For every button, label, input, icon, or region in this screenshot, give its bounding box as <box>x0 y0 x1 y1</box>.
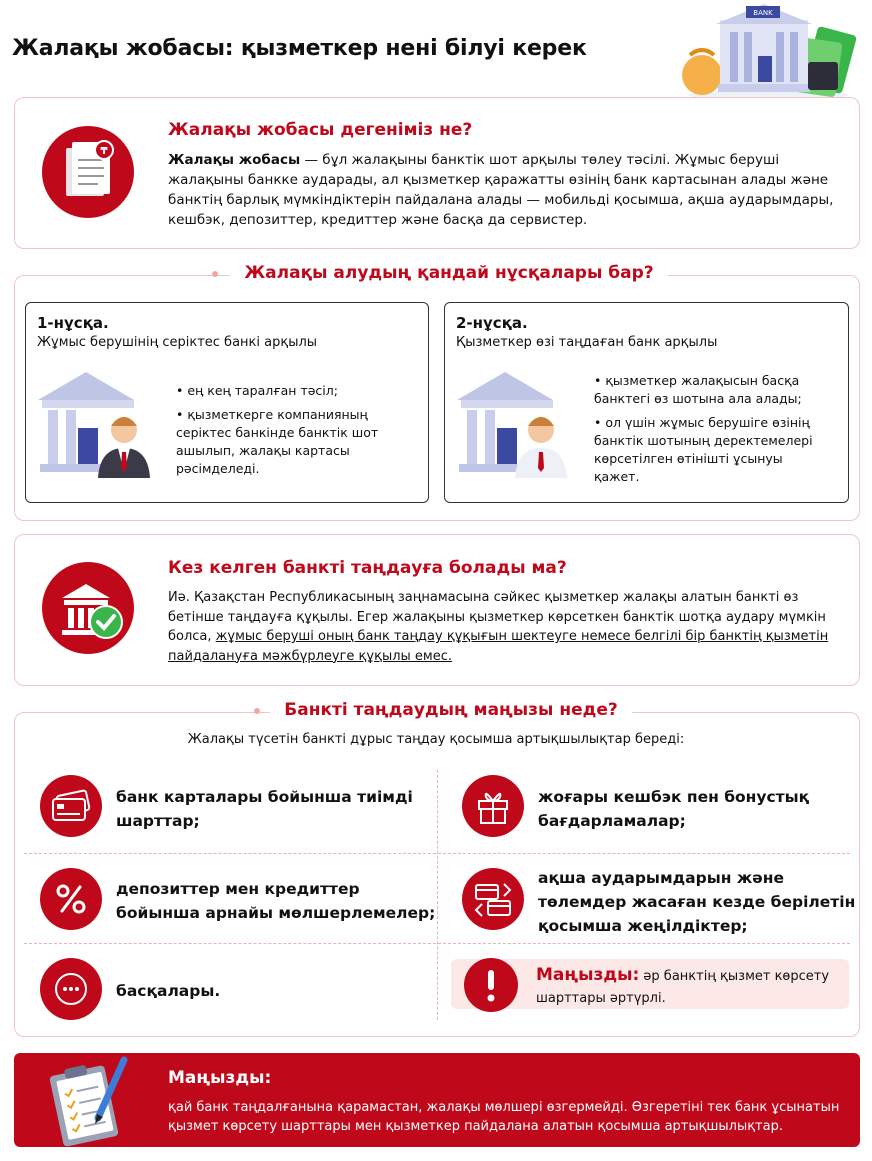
section3-text <box>168 588 852 666</box>
benefit-2: жоғары кешбэк пен бонустық бағдарламалар; <box>538 788 810 830</box>
section3-underlined: жұмыс беруші оның банк таңдау құқығын шектеуге немесе белгілі бір банктің қызметін пайдалануға мәжбүрлеуге құқылы емес. <box>168 629 829 664</box>
divider <box>437 770 438 1020</box>
bank-check-icon-circle <box>42 562 134 654</box>
document-icon <box>42 126 134 218</box>
decor-dot <box>254 708 260 714</box>
decor-dot <box>212 271 218 277</box>
gift-icon <box>462 775 524 837</box>
section1-text <box>168 150 848 230</box>
svg-text:₸: ₸ <box>100 146 108 157</box>
divider <box>24 853 850 854</box>
option1-title: 1-нұсқа. <box>37 314 109 332</box>
footer-text: қай банк таңдалғанына қарамастан, жалақы мөлшері өзгермейді. Өзгеретіні тек банк ұсынатын қызмет көрсету шарттары мен қызметкер пайдалана алатын қосымша артықшылықтар. <box>168 1100 840 1134</box>
section1-definition: — бұл жалақыны банктік шот арқылы төлеу тәсілі. Жұмыс беруші жалақыны банкке аударады, ал қызметкер қаражатты өзінің банк картасынан алады және банктің барлық мүмкіндіктерін пайдалана алады — мобильді қосымша, ақша аударымдары, кешбэк, депозиттер, кредиттер және басқа да сервистер. <box>168 152 834 228</box>
bank-employee-icon <box>453 368 573 480</box>
option2-subtitle: Қызметкер өзі таңдаған банк арқылы <box>456 335 718 350</box>
percent-icon <box>40 868 102 930</box>
clipboard-checklist-icon <box>46 1052 136 1148</box>
percent-icon-circle <box>40 868 102 930</box>
option1-subtitle: Жұмыс берушінің серіктес банкі арқылы <box>37 335 318 350</box>
document-icon-circle <box>42 126 134 218</box>
benefit-4: ақша аударымдарын және төлемдер жасаған кезде берілетін қосымша жеңілдіктер; <box>538 869 856 935</box>
benefit-3: депозиттер мен кредиттер бойынша арнайы мөлшерлемелер; <box>116 880 436 922</box>
more-icon <box>40 958 102 1020</box>
important-note-label: Маңызды: <box>536 965 640 985</box>
option2-bullet-2: • ол үшін жұмыс берушіге өзінің банктік шотының деректемелері көрсетілген өтінішті ұсынуы қажет. <box>594 415 813 484</box>
section4-heading: Банкті таңдаудың маңызы неде? <box>270 700 632 720</box>
section1-term: Жалақы жобасы <box>168 152 301 168</box>
transfer-icon <box>462 868 524 930</box>
bank-illustration <box>680 0 860 100</box>
transfer-icon-circle <box>462 868 524 930</box>
section4-intro: Жалақы түсетін банкті дұрыс таңдау қосымша артықшылықтар береді: <box>187 732 685 747</box>
option1-bullet-2: • қызметкерге компанияның серіктес банкінде банктік шот ашылып, жалақы картасы рәсімделеді. <box>176 407 379 476</box>
cards-icon-circle <box>40 775 102 837</box>
page-title: Жалақы жобасы: қызметкер нені білуі керек <box>12 36 587 61</box>
option2-bullet-1: • қызметкер жалақысын басқа банктегі өз шотына ала алады; <box>594 373 802 406</box>
section3-plain: Иә. Қазақстан Республикасының заңнамасына сәйкес қызметкер жалақы алатын банкті өз бетінше таңдауға құқылы. Егер жалақыны қызметкер көрсеткен банктік шотқа аудару мүмкін болса, <box>168 590 826 644</box>
bank-employee-icon <box>34 368 154 480</box>
footer-label: Маңызды: <box>168 1068 272 1088</box>
important-note-text: әр банктің қызмет көрсету шарттары әртүрлі. <box>536 969 830 1006</box>
divider <box>24 943 850 944</box>
important-note <box>536 965 836 1009</box>
option1-bullet-1: • ең кең таралған тәсіл; <box>176 383 338 398</box>
bank-sign-text: BANK <box>753 9 773 17</box>
section1-heading: Жалақы жобасы дегеніміз не? <box>168 120 473 140</box>
bank-check-icon <box>42 562 134 654</box>
exclamation-icon-circle <box>464 958 518 1012</box>
gift-icon-circle <box>462 775 524 837</box>
benefit-5: басқалары. <box>116 982 221 1000</box>
section3-heading: Кез келген банкті таңдауға болады ма? <box>168 558 567 578</box>
option2-title: 2-нұсқа. <box>456 314 528 332</box>
section2-heading: Жалақы алудың қандай нұсқалары бар? <box>230 263 668 283</box>
cards-icon <box>40 775 102 837</box>
benefit-1: банк карталары бойынша тиімді шарттар; <box>116 788 413 830</box>
more-icon-circle <box>40 958 102 1020</box>
exclamation-icon <box>464 958 518 1012</box>
